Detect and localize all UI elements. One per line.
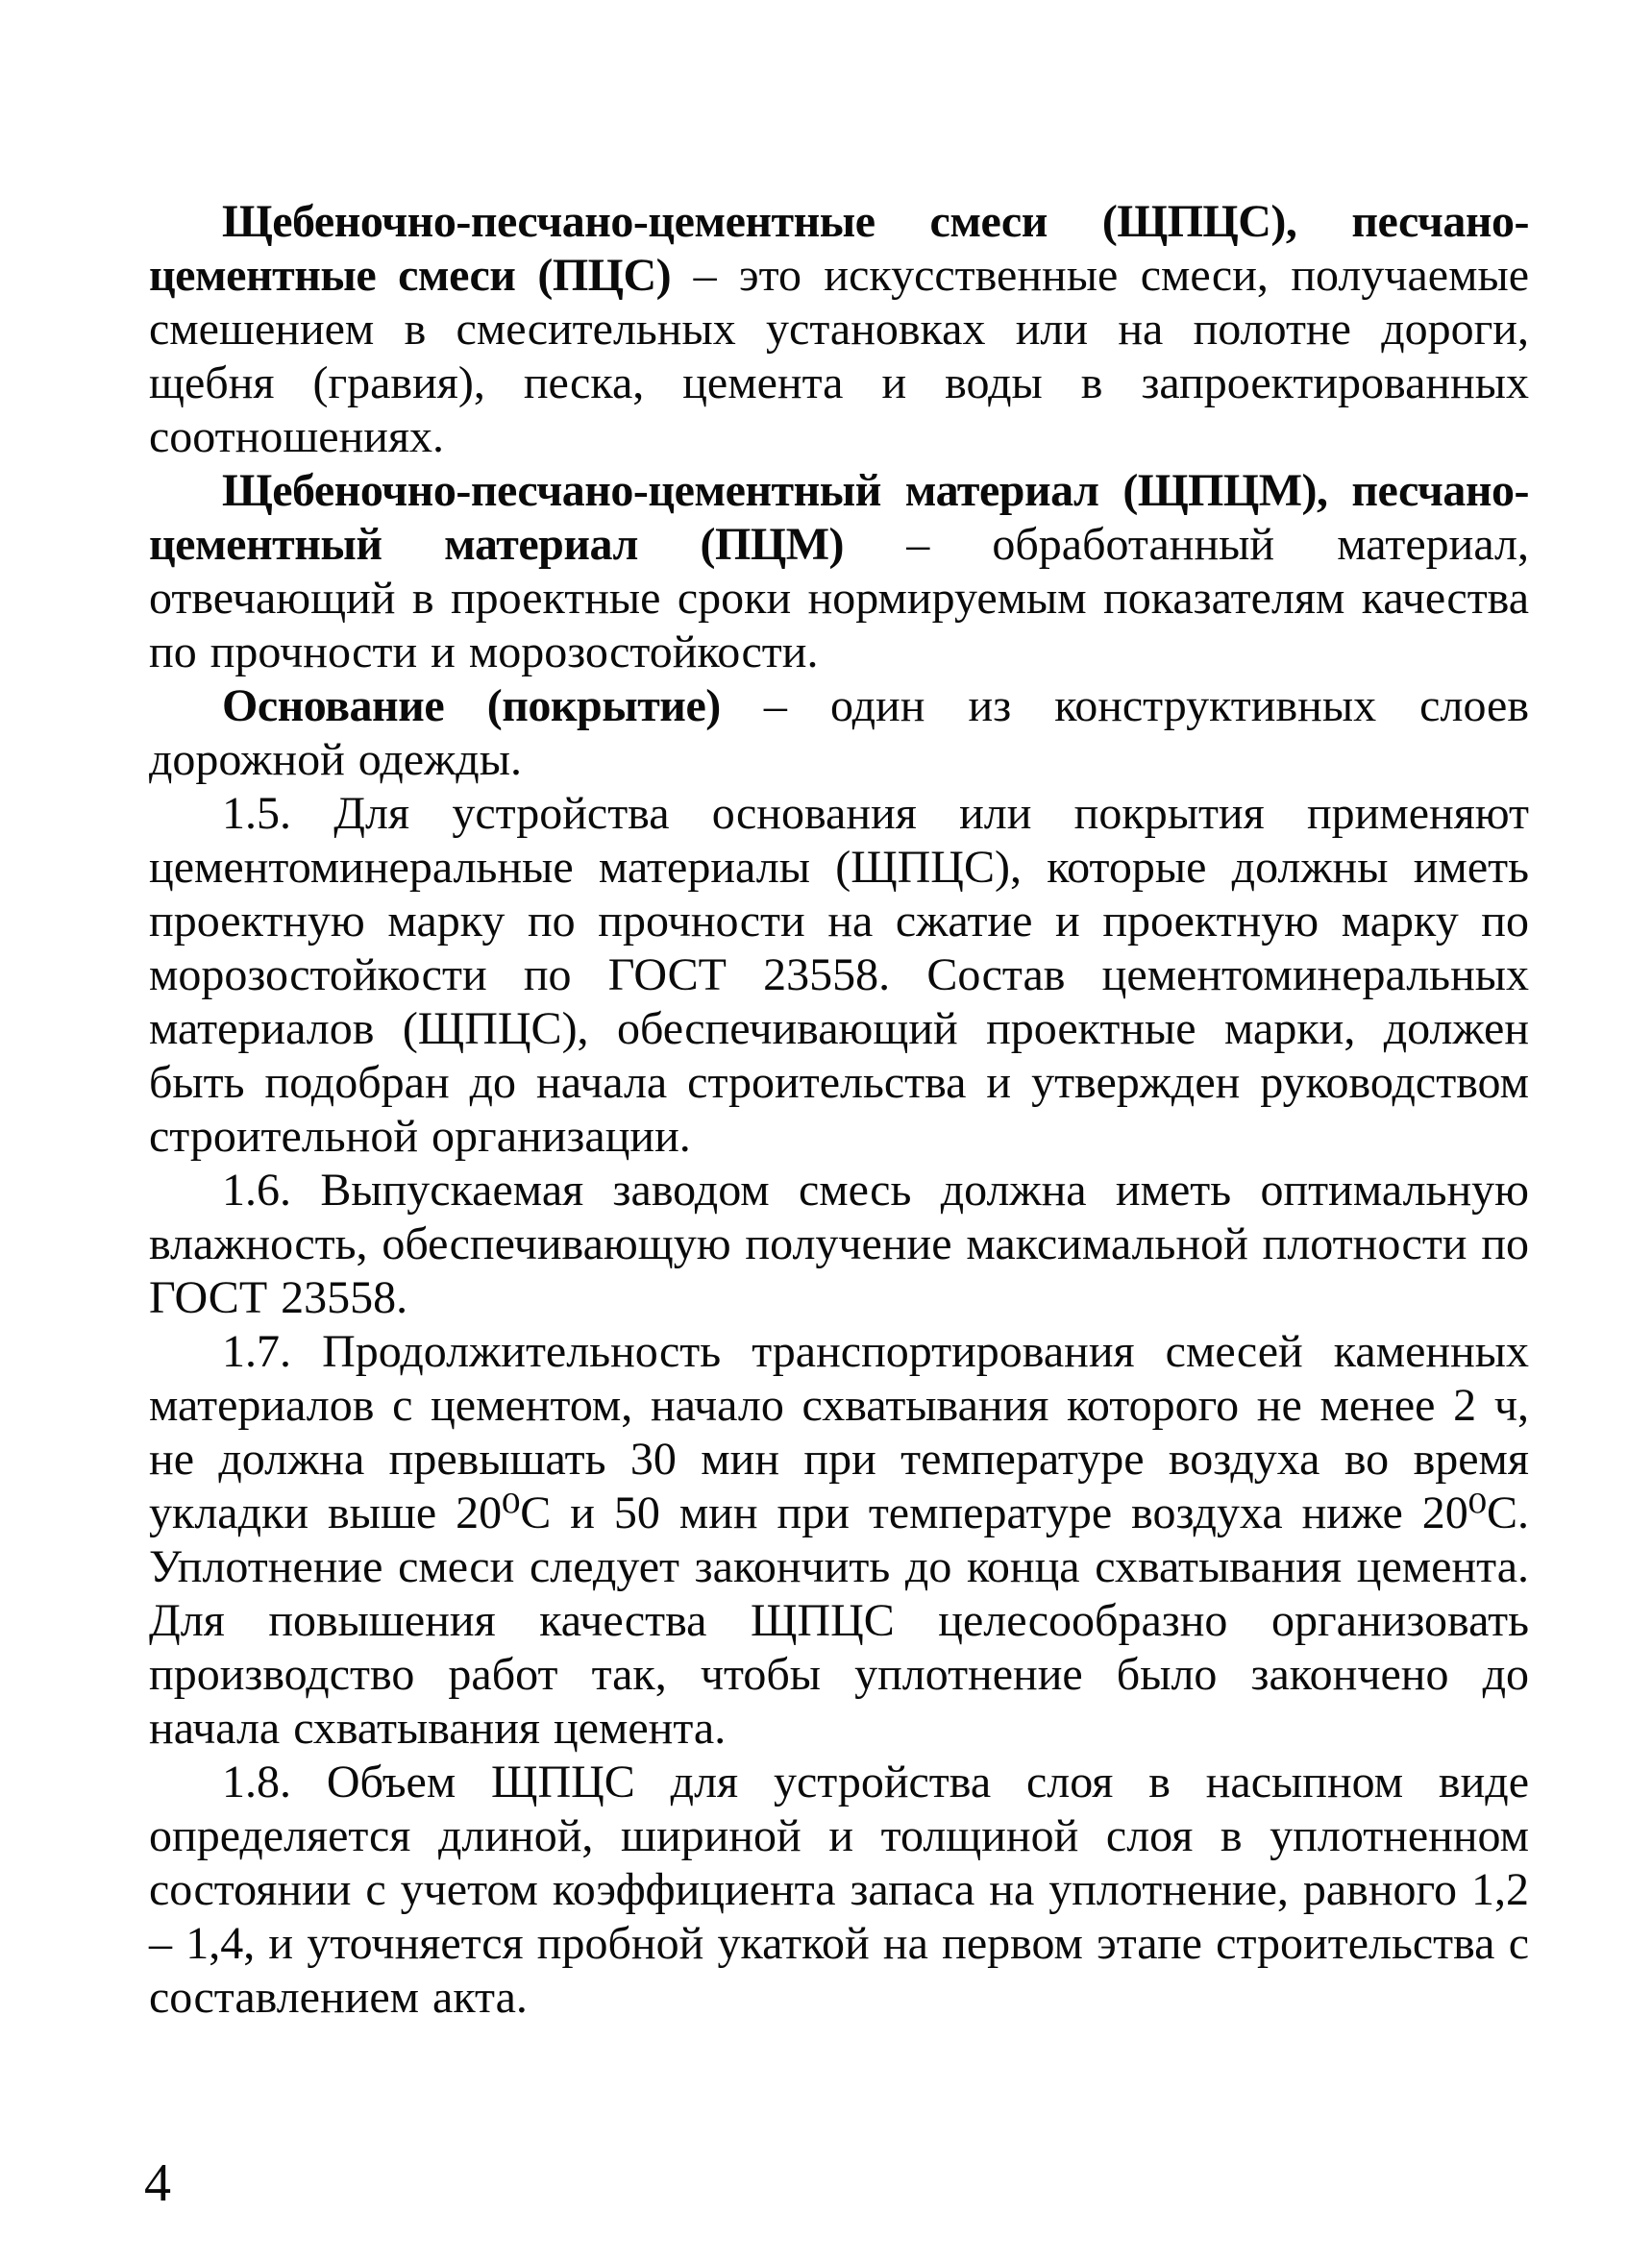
- paragraph-definition-osnovanie: [149, 679, 1529, 787]
- term-bold: Щебеночно-песчано-цементные смеси (ЩПЦС), песчано-цементные смеси (ПЦС): [149, 196, 1529, 301]
- paragraph-text: – это искусственные смеси, получаемые смешением в смесительных установках или на полотне дороги, щебня (гравия), песка, цемента и воды в запроектированных соотношениях.: [149, 250, 1529, 462]
- paragraph-text: 1.5. Для устройства основания или покрытия применяют цементоминеральные материалы (ЩПЦС), которые должны иметь проектную марку по прочности на сжатие и проектную марку по морозостойкости по ГОСТ 23558. Состав цементоминеральных материалов (ЩПЦС), обеспечивающий проектные марки, должен быть подобран до начала строительства и утвержден руководством строительной организации.: [149, 788, 1529, 1162]
- document-text-block: [149, 195, 1529, 2025]
- page-number: 4: [144, 2153, 171, 2213]
- paragraph-text: – один из конструктивных слоев дорожной одежды.: [149, 680, 1529, 785]
- paragraph-definition-schpcs: [149, 195, 1529, 464]
- paragraph-definition-schpcm: [149, 464, 1529, 679]
- term-bold: Основание (покрытие): [222, 680, 721, 731]
- paragraph-clause-1-6: [149, 1164, 1529, 1325]
- term-bold: Щебеночно-песчано-цементный материал (ЩПЦМ), песчано-цементный материал (ПЦМ): [149, 465, 1529, 570]
- paragraph-clause-1-5: [149, 787, 1529, 1164]
- paragraph-text: 1.6. Выпускаемая заводом смесь должна иметь оптимальную влажность, обеспечивающую получение максимальной плотности по ГОСТ 23558.: [149, 1165, 1529, 1323]
- paragraph-text: – обработанный материал, отвечающий в проектные сроки нормируемым показателям качества по прочности и морозостойкости.: [149, 519, 1530, 677]
- paragraph-text: 1.7. Продолжительность транспортирования смесей каменных материалов с цементом, начало схватывания которого не менее 2 ч, не должна превышать 30 мин при температуре воздуха во время укладки выше 20⁰С и 50 мин при температуре воздуха ниже 20⁰С. Уплотнение смеси следует закончить до конца схватывания цемента. Для повышения качества ЩПЦС целесообразно организовать производство работ так, чтобы уплотнение было закончено до начала схватывания цемента.: [149, 1326, 1529, 1754]
- paragraph-text: 1.8. Объем ЩПЦС для устройства слоя в насыпном виде определяется длиной, шириной и толщиной слоя в уплотненном состоянии с учетом коэффициента запаса на уплотнение, равного 1,2 – 1,4, и уточняется пробной укаткой на первом этапе строительства с составлением акта.: [149, 1757, 1529, 2023]
- paragraph-clause-1-7: [149, 1325, 1529, 1756]
- paragraph-clause-1-8: [149, 1756, 1529, 2025]
